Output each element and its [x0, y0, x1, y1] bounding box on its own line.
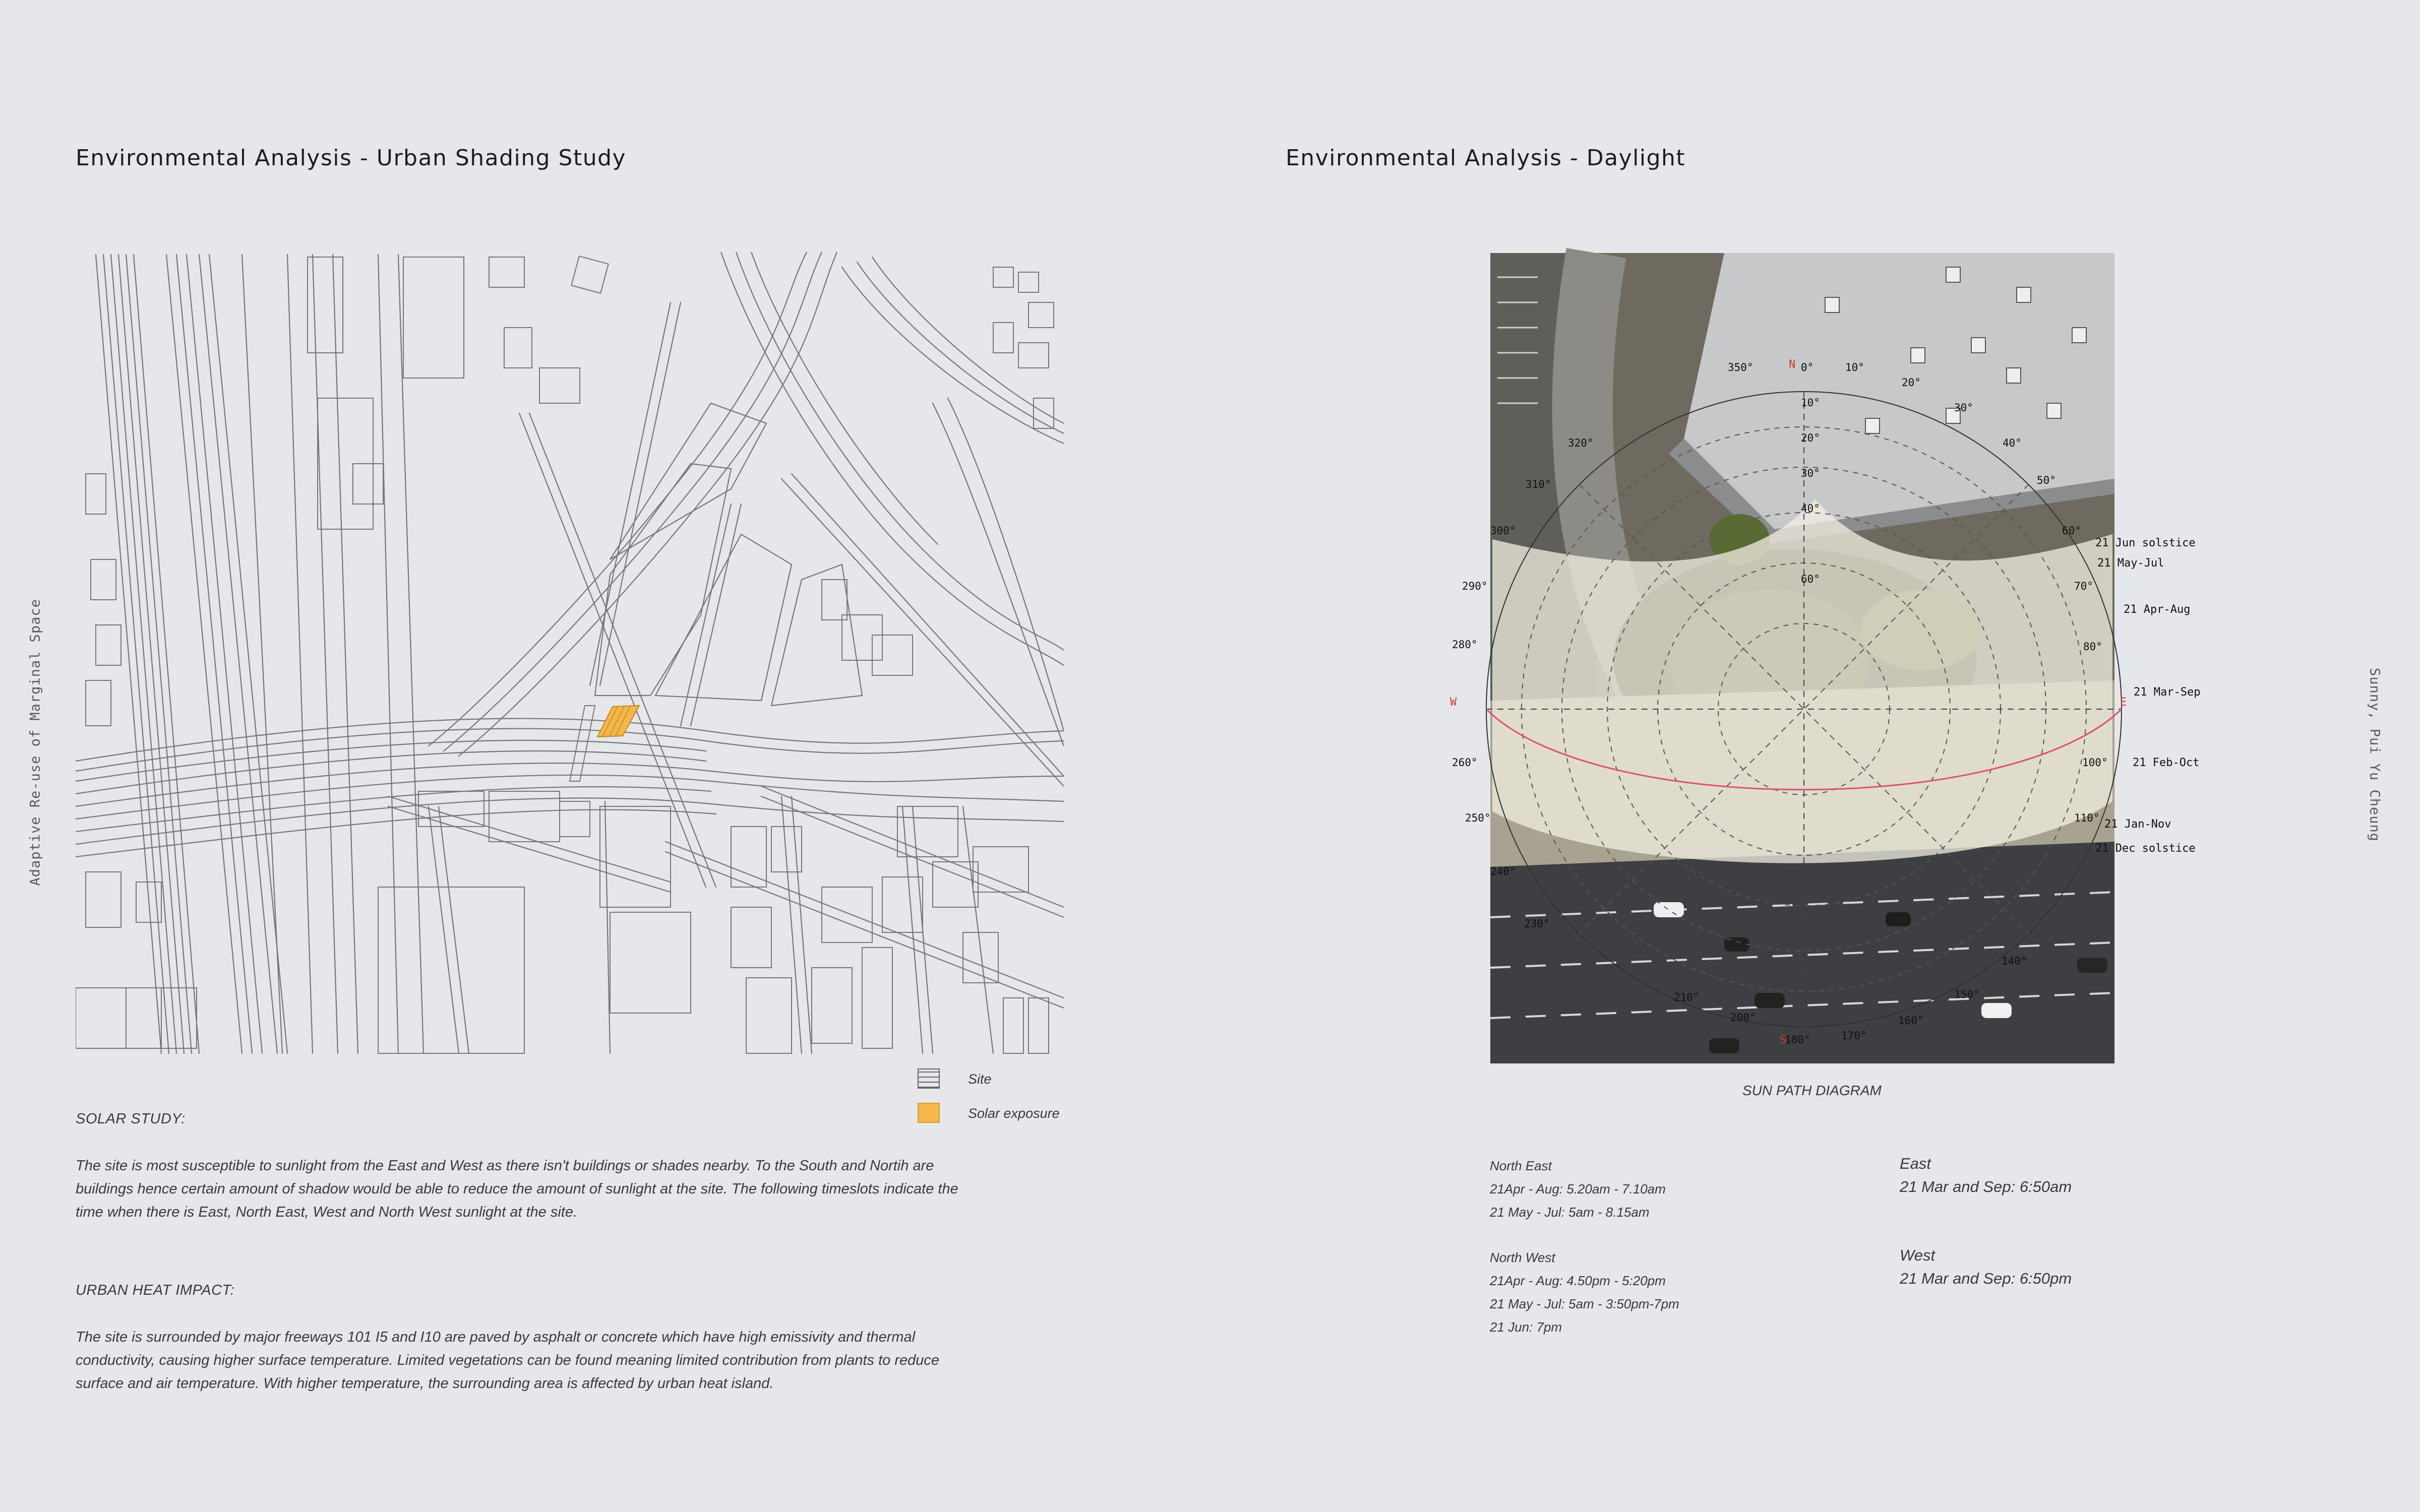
- svg-text:260°: 260°: [1452, 757, 1478, 769]
- site-outline: [570, 706, 595, 781]
- svg-text:150°: 150°: [1954, 988, 1980, 1000]
- west-heading: West: [1900, 1246, 1935, 1264]
- svg-text:30°: 30°: [1801, 467, 1820, 479]
- buildings: [76, 256, 1054, 1053]
- svg-text:240°: 240°: [1490, 865, 1516, 877]
- svg-text:80°: 80°: [2083, 641, 2102, 653]
- sun-path-caption: SUN PATH DIAGRAM: [1742, 1083, 1882, 1098]
- svg-text:100°: 100°: [2082, 757, 2108, 769]
- compass-w: W: [1450, 696, 1457, 709]
- northwest-line: 21 May - Jul: 5am - 3:50pm-7pm: [1490, 1296, 1679, 1311]
- northwest-line: 21 Jun: 7pm: [1490, 1319, 1562, 1335]
- legend-site-label: Site: [968, 1072, 992, 1087]
- svg-text:21 Jan-Nov: 21 Jan-Nov: [2104, 818, 2171, 831]
- svg-text:320°: 320°: [1568, 437, 1594, 449]
- svg-text:30°: 30°: [1954, 402, 1973, 414]
- northeast-line: 21 May - Jul: 5am - 8.15am: [1490, 1205, 1650, 1220]
- northeast-heading: North East: [1490, 1158, 1552, 1173]
- northwest-block: [1490, 1246, 1679, 1339]
- svg-text:40°: 40°: [1801, 502, 1820, 515]
- east-heading: East: [1900, 1155, 1931, 1172]
- left-side-label: Adaptive Re-use of Marginal Space: [27, 599, 43, 886]
- legend-solar-label: Solar exposure: [968, 1106, 1060, 1121]
- svg-text:280°: 280°: [1452, 639, 1478, 651]
- svg-text:21 Mar-Sep: 21 Mar-Sep: [2134, 686, 2201, 699]
- svg-text:180°: 180°: [1785, 1034, 1810, 1046]
- sun-path-diagram: [1442, 247, 2208, 1074]
- svg-text:160°: 160°: [1898, 1015, 1924, 1027]
- urban-heat-heading: URBAN HEAT IMPACT:: [76, 1282, 235, 1298]
- svg-text:230°: 230°: [1524, 918, 1550, 930]
- northeast-line: 21Apr - Aug: 5.20am - 7.10am: [1490, 1181, 1666, 1196]
- svg-text:10°: 10°: [1801, 397, 1820, 409]
- right-side-label: Sunny, Pui Yu Cheung: [2367, 667, 2383, 842]
- svg-text:350°: 350°: [1728, 361, 1753, 373]
- east-line: 21 Mar and Sep: 6:50am: [1900, 1178, 2072, 1195]
- svg-text:40°: 40°: [2003, 437, 2022, 449]
- svg-text:170°: 170°: [1841, 1030, 1867, 1042]
- svg-text:60°: 60°: [2062, 525, 2081, 537]
- svg-text:250°: 250°: [1465, 812, 1491, 824]
- svg-text:290°: 290°: [1462, 580, 1488, 592]
- svg-text:21 Dec solstice: 21 Dec solstice: [2095, 842, 2196, 855]
- northeast-block: [1490, 1154, 1666, 1224]
- svg-text:0°: 0°: [1801, 361, 1814, 373]
- svg-text:200°: 200°: [1730, 1012, 1756, 1024]
- urban-heat-body: The site is surrounded by major freeways 101 I5 and I10 are paved by asphalt or concrete which have high emissivity and thermal conductivity, causing higher surface temperature. Limited vegetations can be found meaning limited contribution from plants to reduce surface and air temperature. With higher temperature, the surrounding area is affected by urban heat island.: [76, 1329, 940, 1392]
- railway-lines: [96, 255, 610, 1053]
- legend-solar-swatch: [918, 1103, 940, 1123]
- svg-text:50°: 50°: [2037, 474, 2056, 486]
- urban-site-map: [76, 252, 1064, 1063]
- svg-text:20°: 20°: [1801, 432, 1820, 444]
- compass-s: S: [1780, 1034, 1787, 1046]
- east-block: [1900, 1152, 2072, 1199]
- northwest-heading: North West: [1490, 1250, 1555, 1265]
- svg-text:21 Apr-Aug: 21 Apr-Aug: [2124, 603, 2191, 616]
- right-page-title: Environmental Analysis - Daylight: [1286, 145, 1686, 171]
- svg-text:140°: 140°: [2002, 955, 2027, 967]
- svg-text:20°: 20°: [1902, 376, 1921, 389]
- left-page-title: Environmental Analysis - Urban Shading Study: [76, 145, 627, 171]
- svg-text:310°: 310°: [1526, 478, 1551, 490]
- west-line: 21 Mar and Sep: 6:50pm: [1900, 1270, 2072, 1287]
- solar-study-heading: SOLAR STUDY:: [76, 1111, 186, 1127]
- freeway-lines: [76, 252, 1064, 857]
- svg-text:300°: 300°: [1490, 525, 1516, 537]
- svg-text:21 May-Jul: 21 May-Jul: [2097, 557, 2164, 570]
- svg-text:10°: 10°: [1845, 361, 1864, 373]
- svg-text:70°: 70°: [2074, 580, 2093, 592]
- solar-study-body: The site is most susceptible to sunlight from the East and West as there isn't buildings or shades nearby. To the South and Nortih are buildings hence certain amount of shadow would be able to reduce the amount of sunlight at the site. The following timeslots indicate the time when there is East, North East, West and North West sunlight at the site.: [76, 1158, 958, 1220]
- svg-text:210°: 210°: [1674, 991, 1700, 1003]
- compass-n: N: [1789, 358, 1796, 371]
- svg-text:110°: 110°: [2074, 812, 2100, 824]
- svg-text:60°: 60°: [1801, 573, 1820, 585]
- compass-e: E: [2120, 696, 2127, 709]
- northwest-line: 21Apr - Aug: 4.50pm - 5:20pm: [1490, 1273, 1666, 1288]
- svg-text:21 Feb-Oct: 21 Feb-Oct: [2133, 757, 2200, 769]
- legend-site-swatch: [918, 1068, 940, 1089]
- west-block: [1900, 1244, 2072, 1290]
- svg-text:21 Jun solstice: 21 Jun solstice: [2095, 537, 2196, 549]
